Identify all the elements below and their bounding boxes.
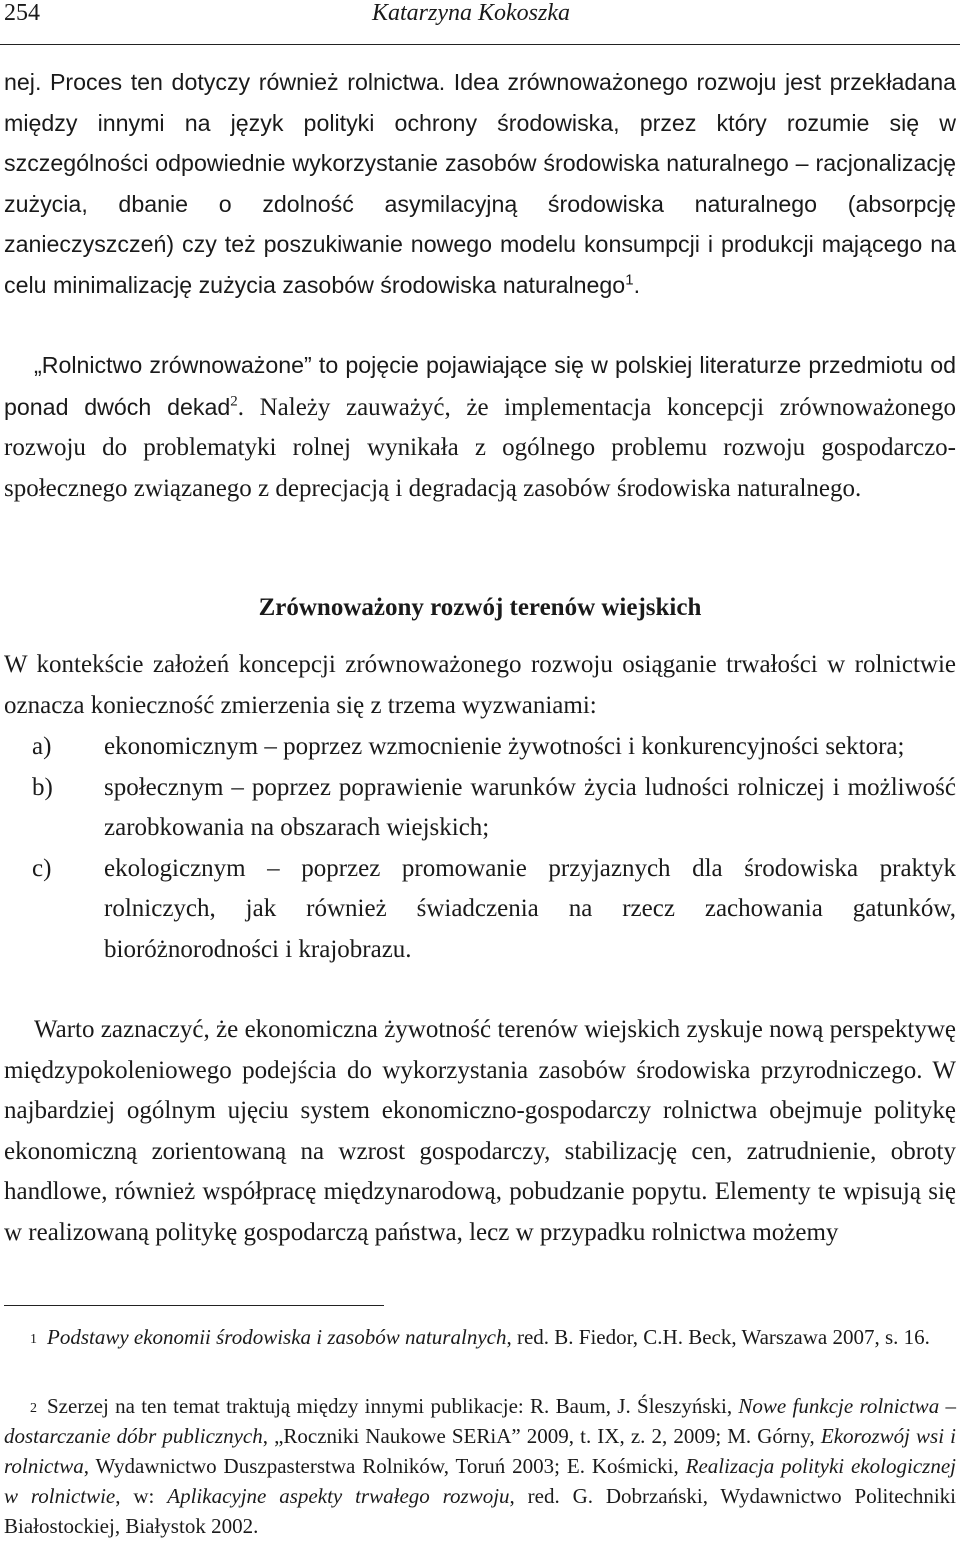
footnote-ref-1: 1: [625, 270, 634, 288]
footnote-2-part-g: , w:: [115, 1484, 168, 1508]
footnote-divider: [4, 1305, 384, 1306]
footnote-2-part-a: Szerzej na ten temat traktują między innymi publikacje: R. Baum, J. Śleszyński,: [47, 1394, 739, 1418]
list-marker: a): [32, 733, 52, 760]
paragraph-1-text: nej. Proces ten dotyczy również rolnictwa. Idea zrównoważonego rozwoju jest przekładana między innymi na język polityki ochrony środowiska, przez który rozumie się w szczególności odpowiednie wykorzystanie zasobów środowiska naturalnego – racjonalizację zużycia, dbanie o zdolność asymilacyjną środowiska naturalnego (absorpcję zanieczyszczeń) czy też poszukiwanie nowego modelu konsumpcji i produkcji mającego na celu minimalizację zużycia zasobów środowiska naturalnego: [4, 69, 956, 298]
list-marker: c): [32, 854, 52, 882]
body-paragraph-2: [4, 345, 956, 509]
footnote-2-part-i: , red. G. Dobrzański, Wydawnictwo Politechniki Białostockiej, Białystok 2002.: [4, 1484, 957, 1538]
paragraph-2-start: „Rolnictwo zrównoważone” to pojęcie pojawiające się w polskiej literaturze przedmiotu od ponad dwóch dekad: [4, 352, 956, 420]
footnote-2-part-c: , „Roczniki Naukowe SERiA” 2009, t. IX, z. 2, 2009; M. Górny,: [262, 1424, 821, 1448]
footnote-2-part-e: , Wydawnictwo Duszpasterstwa Rolników, Toruń 2003; E. Kośmicki,: [83, 1454, 686, 1478]
footnote-2-title-3: Realizacja polityki ekologicznej w rolnictwie: [4, 1454, 956, 1508]
footnote-1: [4, 1322, 956, 1352]
paragraph-3-text: W kontekście założeń koncepcji zrównoważonego rozwoju osiąganie trwałości w rolnictwie oznacza konieczność zmierzenia się z trzema wyzwaniami:: [4, 651, 956, 719]
paragraph-1-end: .: [633, 271, 641, 298]
list-item-text: ekonomicznym – poprzez wzmocnienie żywotności i konkurencyjności sektora;: [104, 733, 905, 760]
list-item: [4, 849, 956, 971]
footnote-2-title-1: Nowe funkcje rolnictwa – dostarczanie dóbr publicznych: [4, 1394, 956, 1448]
body-paragraph-1: [4, 62, 956, 305]
list-item-text: społecznym – poprzez poprawienie warunków życia ludności rolniczej i możliwość zarobkowania na obszarach wiejskich;: [104, 773, 956, 841]
list-item: [4, 727, 956, 768]
footnote-number: 1: [30, 1332, 37, 1347]
footnote-1-title: Podstawy ekonomii środowiska i zasobów naturalnych: [47, 1325, 507, 1349]
running-header: [0, 0, 960, 45]
running-title: Katarzyna Kokoszka: [372, 0, 570, 26]
paragraph-4-text: Warto zaznaczyć, że ekonomiczna żywotność terenów wiejskich zyskuje nową perspektywę międzypokoleniowego podejścia do wykorzystania zasobów środowiska przyrodniczego. W najbardziej ogólnym ujęciu system ekonomiczno-gospodarczy rolnictwa obejmuje politykę ekonomiczną zorientowaną na wzrost gospodarczy, stabilizację cen, zatrudnienie, obroty handlowe, również współpracę międzynarodową, pobudzanie popytu. Elementy te wpisują się w realizowaną politykę gospodarczą państwa, lecz w przypadku rolnictwa możemy: [4, 1016, 956, 1246]
footnote-number: 2: [30, 1401, 37, 1416]
footnote-1-rest: , red. B. Fiedor, C.H. Beck, Warszawa 2007, s. 16.: [506, 1325, 930, 1349]
body-paragraph-4: [4, 1010, 956, 1253]
body-paragraph-3: [4, 645, 956, 726]
footnote-2-title-4: Aplikacyjne aspekty trwałego rozwoju: [167, 1484, 510, 1508]
list-item: [4, 768, 956, 849]
list-marker: b): [32, 773, 53, 801]
footnote-ref-2: 2: [230, 393, 238, 410]
list-item-text: ekologicznym – poprzez promowanie przyjaznych dla środowiska praktyk rolniczych, jak również świadczenia na rzecz zachowania gatunków, bioróżnorodności i krajobrazu.: [104, 854, 956, 963]
footnote-2-title-2: Ekorozwój wsi i rolnictwa: [4, 1424, 956, 1478]
section-heading: Zrównoważony rozwój terenów wiejskich: [258, 594, 702, 621]
paragraph-2-end: . Należy zauważyć, że implementacja koncepcji zrównoważonego rozwoju do problematyki rolnej wynikała z ogólnego problemu rozwoju gospodarczo-społecznego związanego z deprecjacją i degradacją zasobów środowiska naturalnego.: [4, 393, 956, 502]
footnote-2: [4, 1391, 956, 1541]
challenges-list: [4, 727, 956, 970]
page-number: 254: [4, 0, 40, 26]
